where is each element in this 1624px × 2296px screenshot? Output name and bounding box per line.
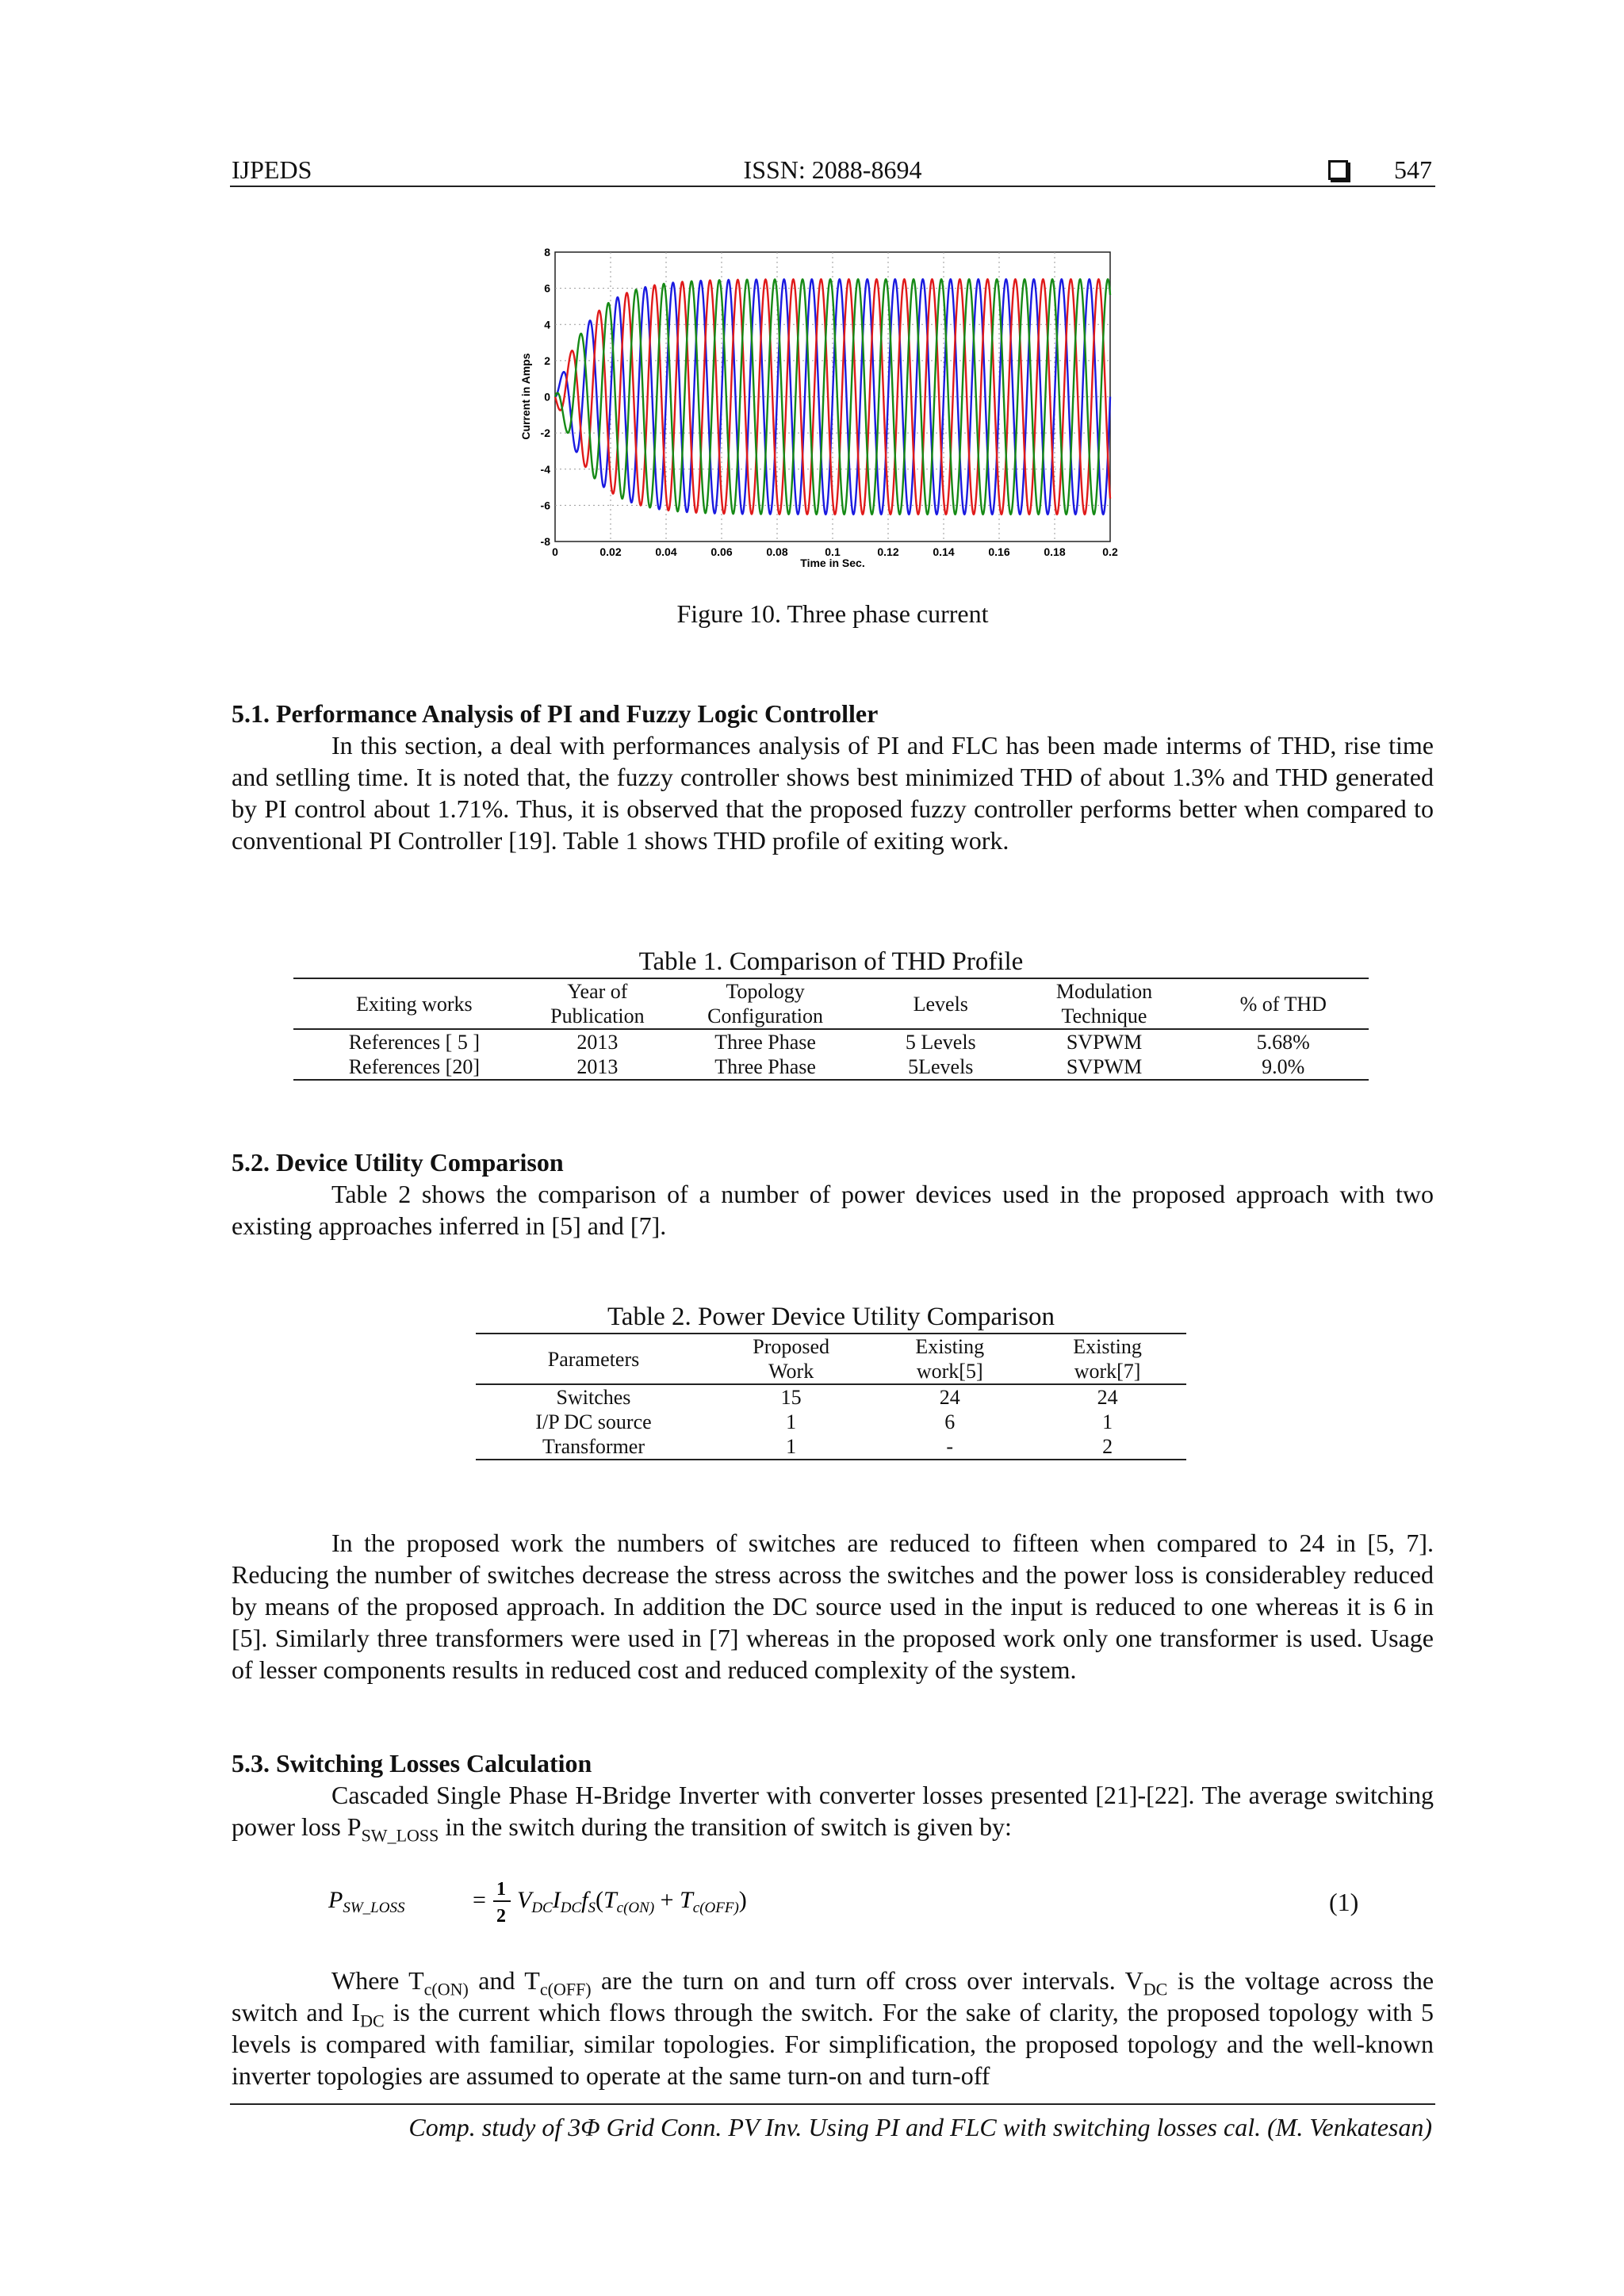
y-tick-label: -6: [540, 499, 550, 512]
table-cell: SVPWM: [1066, 1031, 1143, 1054]
table-cell: Three Phase: [660, 1054, 871, 1080]
paragraph: [232, 1965, 1434, 2091]
running-header: [230, 151, 1435, 187]
section-5-1: [232, 698, 1434, 856]
subscript: DC: [1143, 1979, 1168, 1999]
issn: ISSN: 2088-8694: [743, 155, 922, 184]
figure-caption: Figure 10. Three phase current: [676, 599, 989, 628]
eq-fraction-denominator: 2: [496, 1906, 506, 1927]
table-cell: 1: [711, 1434, 871, 1460]
paragraph: [232, 1779, 1434, 1846]
table-cell: SVPWM: [1010, 1054, 1197, 1080]
table-row: [476, 1384, 1186, 1410]
three-phase-current-chart: [515, 244, 1126, 569]
section-5-2: [232, 1146, 1434, 1242]
equation-graphic: [325, 1865, 896, 1928]
text-run: in the switch during the transition of switch is given by:: [439, 1812, 1012, 1841]
y-tick-labels: [541, 246, 551, 548]
column-header: Proposed Work: [711, 1334, 871, 1384]
column-header: Year of Publication: [535, 978, 660, 1029]
table-1-thd-comparison: [293, 978, 1369, 1081]
figure-three-phase-current: [515, 244, 1126, 569]
running-footer: [230, 2103, 1435, 2141]
column-header: Topology Configuration: [660, 978, 871, 1029]
text-run: is the current which flows through the switch. For the sake of clarity, the proposed topology with 5 levels is compared with familiar, similar topologies. For simplification, the proposed topology and the well-known inverter topologies are assumed to operate at the same turn-on and turn-off: [232, 1998, 1434, 2090]
text-run: is the voltage across the switch and I: [232, 1966, 1434, 2026]
column-header: Parameters: [476, 1334, 711, 1384]
section-title: 5.3. Switching Losses Calculation: [232, 1749, 592, 1777]
eq-fraction-numerator: 1: [496, 1879, 506, 1900]
text-run: Where T: [331, 1966, 424, 1995]
text-run: are the turn on and turn off cross over intervals. V: [591, 1966, 1143, 1995]
x-tick-label: 0: [552, 545, 558, 558]
table-1-caption: Table 1. Comparison of THD Profile: [638, 947, 1024, 976]
table-cell: Switches: [556, 1386, 631, 1409]
table-row: [293, 1054, 1369, 1080]
section-title: 5.1. Performance Analysis of PI and Fuzzy Logic Controller: [232, 699, 879, 728]
table-cell: 24: [939, 1386, 960, 1409]
page-number-group: [1328, 155, 1432, 185]
table-2-device-utility: [476, 1333, 1186, 1460]
y-tick-label: 0: [544, 390, 550, 404]
x-tick-label: 0.04: [655, 545, 677, 558]
equation-switching-loss: [325, 1865, 896, 1928]
table-cell: 2013: [576, 1031, 619, 1054]
x-tick-label: 0.14: [933, 545, 955, 558]
column-header: Levels: [871, 978, 1010, 1029]
column-header: Existing work[5]: [871, 1334, 1028, 1384]
text-run: Cascaded Single Phase H-Bridge Inverter with converter losses presented [21]-[22]. The average switching power loss P: [232, 1781, 1434, 1841]
journal-name: IJPEDS: [232, 155, 312, 184]
table-header-row: [476, 1334, 1186, 1384]
y-tick-label: -4: [540, 462, 550, 476]
subscript: SW_LOSS: [361, 1825, 439, 1846]
y-tick-label: 6: [544, 281, 550, 295]
table-cell: 24: [1097, 1386, 1118, 1409]
column-header: Existing work[7]: [1028, 1334, 1186, 1384]
table-cell: Three Phase: [714, 1031, 816, 1054]
y-tick-label: 2: [544, 354, 550, 367]
column-header: Exiting works: [293, 978, 535, 1029]
x-tick-label: 0.18: [1044, 545, 1066, 558]
table-row: [293, 1029, 1369, 1054]
table-row: [476, 1434, 1186, 1460]
y-tick-label: 4: [544, 318, 550, 331]
x-tick-label: 0.1: [825, 545, 841, 558]
table-cell: Transformer: [476, 1434, 711, 1460]
table-cell: 1: [786, 1410, 797, 1433]
section-5-3: [232, 1747, 1434, 1846]
y-tick-label: 8: [544, 246, 550, 258]
table-cell: 6: [944, 1410, 956, 1433]
table-cell: References [ 5 ]: [348, 1031, 480, 1054]
table-cell: 5 Levels: [905, 1031, 976, 1054]
table-cell: 2013: [535, 1054, 660, 1080]
paragraph: In the proposed work the numbers of switches are reduced to fifteen when compared to 24 in [5, 7]. Reducing the number of switches decrease the stress across the switches and the power loss is considerabley reduced by means of the proposed approach. In addition the DC source used in the input is reduced to one whereas it is 6 in [5]. Similarly three transformers were used in [7] whereas in the proposed work only one transformer is used. Usage of lesser components results in reduced cost and reduced complexity of the system.: [232, 1529, 1434, 1684]
text-run: and T: [468, 1966, 540, 1995]
table-row: [476, 1410, 1186, 1434]
subscript: c(OFF): [539, 1979, 592, 1999]
table-cell: -: [871, 1434, 1028, 1460]
checkbox-square-icon: [1328, 160, 1348, 180]
table-cell: I/P DC source: [535, 1410, 652, 1433]
x-tick-label: 0.12: [877, 545, 899, 558]
column-header: % of THD: [1198, 978, 1369, 1029]
table-cell: 15: [780, 1386, 802, 1409]
footer-citation: Comp. study of 3Φ Grid Conn. PV Inv. Using PI and FLC with switching losses cal. (M. Venkatesan): [408, 2113, 1432, 2141]
table-cell: 1: [1102, 1410, 1113, 1433]
x-tick-label: 0.2: [1102, 545, 1118, 558]
column-header: Modulation Technique: [1010, 978, 1197, 1029]
subscript: c(ON): [423, 1979, 469, 1999]
y-tick-label: -2: [540, 427, 550, 440]
table-2-caption: Table 2. Power Device Utility Comparison: [607, 1303, 1055, 1331]
paragraph-where: [232, 1965, 1434, 2091]
section-title: 5.2. Device Utility Comparison: [232, 1148, 564, 1177]
table-header-row: [293, 978, 1369, 1029]
x-tick-label: 0.06: [710, 545, 733, 558]
paragraph-device-reduction: [232, 1527, 1434, 1686]
x-axis-label: Time in Sec.: [800, 557, 865, 569]
page-number: 547: [1394, 155, 1432, 184]
y-tick-label: -8: [540, 535, 550, 548]
paragraph: In this section, a deal with performances analysis of PI and FLC has been made interms of THD, rise time and setlling time. It is noted that, the fuzzy controller shows best minimized THD of about 1.3% and THD generated by PI control about 1.71%. Thus, it is observed that the proposed fuzzy controller performs better when compared to conventional PI Controller [19]. Table 1 shows THD profile of exiting work.: [232, 731, 1434, 855]
y-axis-label: Current in Amps: [519, 353, 532, 440]
subscript: DC: [360, 2011, 385, 2031]
eq-lhs: $P_{SW\_LOSS}$: [328, 1887, 405, 1916]
paragraph: Table 2 shows the comparison of a number of power devices used in the proposed approach with two existing approaches inferred in [5] and [7].: [232, 1180, 1434, 1240]
eq-body: $V_{DC}I_{DC}f_S(T_{c(ON)} + T_{c(OFF)})$: [517, 1887, 747, 1916]
table-cell: 5.68%: [1256, 1031, 1310, 1054]
eq-equals: =: [473, 1887, 486, 1913]
table-cell: 9.0%: [1198, 1054, 1369, 1080]
x-tick-label: 0.08: [766, 545, 788, 558]
table-cell: 5Levels: [871, 1054, 1010, 1080]
x-tick-label: 0.02: [599, 545, 622, 558]
table-cell: References [20]: [293, 1054, 535, 1080]
table-cell: 2: [1028, 1434, 1186, 1460]
equation-number: (1): [1329, 1888, 1359, 1916]
x-tick-label: 0.16: [988, 545, 1010, 558]
